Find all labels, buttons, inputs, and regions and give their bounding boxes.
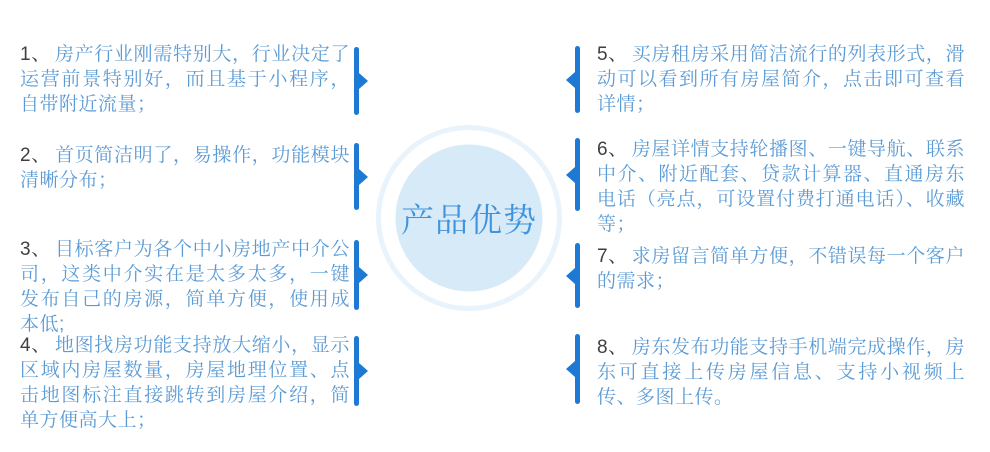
product-advantages-circle-fill bbox=[396, 145, 543, 292]
item-text: 房屋详情支持轮播图、一键导航、联系中介、附近配套、贷款计算器、直通房东电话（亮点，可设置付费打通电话）、收藏等； bbox=[597, 139, 965, 235]
item-text: 买房租房采用简洁流行的列表形式，滑动可以看到所有房屋简介，点击即可查看详情； bbox=[597, 44, 965, 115]
advantage-item-8 bbox=[597, 335, 965, 410]
advantage-item-2 bbox=[20, 143, 350, 193]
item-text: 房东发布功能支持手机端完成操作，房东可直接上传房屋信息、支持小视频上传、多图上传。 bbox=[597, 337, 965, 408]
item-text: 目标客户为各个中小房地产中介公司，这类中介实在是太多太多，一键发布自己的房源，简单方便，使用成本低; bbox=[20, 239, 350, 335]
item-text: 求房留言简单方便，不错误每一个客户的需求； bbox=[597, 246, 965, 292]
advantage-item-3 bbox=[20, 237, 350, 337]
advantage-item-1 bbox=[20, 42, 350, 117]
item-number: 5、 bbox=[597, 44, 628, 65]
product-advantages-circle bbox=[376, 125, 562, 311]
item-number: 8、 bbox=[597, 337, 628, 358]
page-title: 产品优势 bbox=[401, 201, 537, 239]
item-number: 3、 bbox=[20, 239, 51, 260]
item-number: 7、 bbox=[597, 246, 628, 267]
item-text: 首页简洁明了，易操作，功能模块清晰分布； bbox=[20, 145, 350, 191]
connector-arrow-4 bbox=[354, 336, 359, 406]
item-number: 4、 bbox=[20, 335, 51, 356]
advantage-item-6 bbox=[597, 137, 965, 237]
item-text: 房产行业刚需特别大，行业决定了运营前景特别好，而且基于小程序，自带附近流量； bbox=[20, 44, 350, 115]
advantage-item-5 bbox=[597, 42, 965, 117]
item-number: 1、 bbox=[20, 44, 51, 65]
connector-arrow-1 bbox=[354, 47, 359, 115]
item-number: 6、 bbox=[597, 139, 628, 160]
advantage-item-4 bbox=[20, 333, 350, 433]
connector-arrow-3 bbox=[354, 240, 359, 310]
item-number: 2、 bbox=[20, 145, 51, 166]
connector-arrow-2 bbox=[354, 143, 359, 210]
connector-arrow-7 bbox=[575, 243, 580, 308]
item-text: 地图找房功能支持放大缩小，显示区域内房屋数量，房屋地理位置、点击地图标注直接跳转到房屋介绍，简单方便高大上； bbox=[20, 335, 350, 431]
connector-arrow-5 bbox=[575, 46, 580, 113]
advantage-item-7 bbox=[597, 244, 965, 294]
connector-arrow-6 bbox=[575, 138, 580, 211]
connector-arrow-8 bbox=[575, 334, 580, 404]
